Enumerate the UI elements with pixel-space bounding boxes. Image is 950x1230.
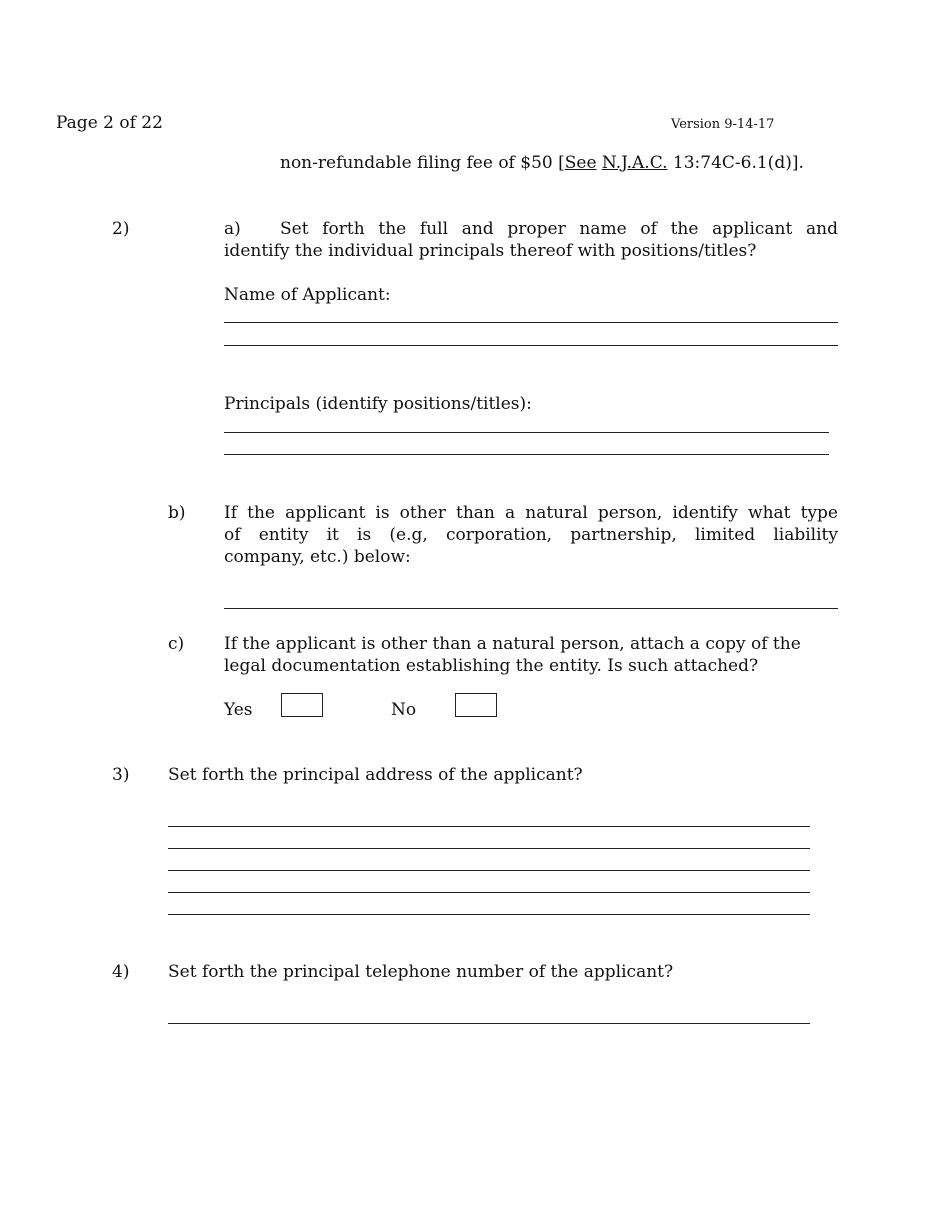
q2b-text-line1: If the applicant is other than a natural person, identify what type xyxy=(224,503,838,523)
yes-label: Yes xyxy=(224,700,253,720)
njac-citation: N.J.A.C. xyxy=(601,153,668,173)
q4-text: Set forth the principal telephone number of the applicant? xyxy=(168,962,674,982)
q2c-text-line1: If the applicant is other than a natural person, attach a copy of the xyxy=(224,634,801,654)
applicant-name-line-2[interactable] xyxy=(224,345,838,346)
fee-suffix: 13:74C-6.1(d)]. xyxy=(667,153,804,173)
page-number: Page 2 of 22 xyxy=(56,113,163,133)
yes-checkbox[interactable] xyxy=(281,693,323,717)
fee-line xyxy=(280,152,804,174)
principals-line-2[interactable] xyxy=(224,454,829,455)
q2c-text-line2: legal documentation establishing the entity. Is such attached? xyxy=(224,656,759,676)
name-of-applicant-label: Name of Applicant: xyxy=(224,285,391,305)
applicant-name-line-1[interactable] xyxy=(224,322,838,323)
no-label: No xyxy=(391,700,417,720)
q2b-label: b) xyxy=(168,503,186,523)
address-line-4[interactable] xyxy=(168,892,810,893)
q2a-text-line1: Set forth the full and proper name of the applicant and xyxy=(280,219,838,239)
principals-label: Principals (identify positions/titles): xyxy=(224,394,532,414)
address-line-2[interactable] xyxy=(168,848,810,849)
q2a-label: a) xyxy=(224,219,241,239)
entity-type-line[interactable] xyxy=(224,608,838,609)
q2b-text-line3: company, etc.) below: xyxy=(224,547,411,567)
version-label: Version 9-14-17 xyxy=(671,117,775,132)
no-checkbox[interactable] xyxy=(455,693,497,717)
fee-prefix: non-refundable filing fee of $50 [ xyxy=(280,153,565,173)
q3-number: 3) xyxy=(112,765,130,785)
q2b-text-line2: of entity it is (e.g, corporation, partnership, limited liability xyxy=(224,525,838,545)
principals-line-1[interactable] xyxy=(224,432,829,433)
address-line-1[interactable] xyxy=(168,826,810,827)
q4-number: 4) xyxy=(112,962,130,982)
q2-number: 2) xyxy=(112,219,130,239)
q2c-label: c) xyxy=(168,634,185,654)
address-line-3[interactable] xyxy=(168,870,810,871)
see-link-text: See xyxy=(564,153,597,173)
q2a-text-line2: identify the individual principals thereof with positions/titles? xyxy=(224,241,757,261)
q3-text: Set forth the principal address of the applicant? xyxy=(168,765,583,785)
telephone-line[interactable] xyxy=(168,1023,810,1024)
address-line-5[interactable] xyxy=(168,914,810,915)
